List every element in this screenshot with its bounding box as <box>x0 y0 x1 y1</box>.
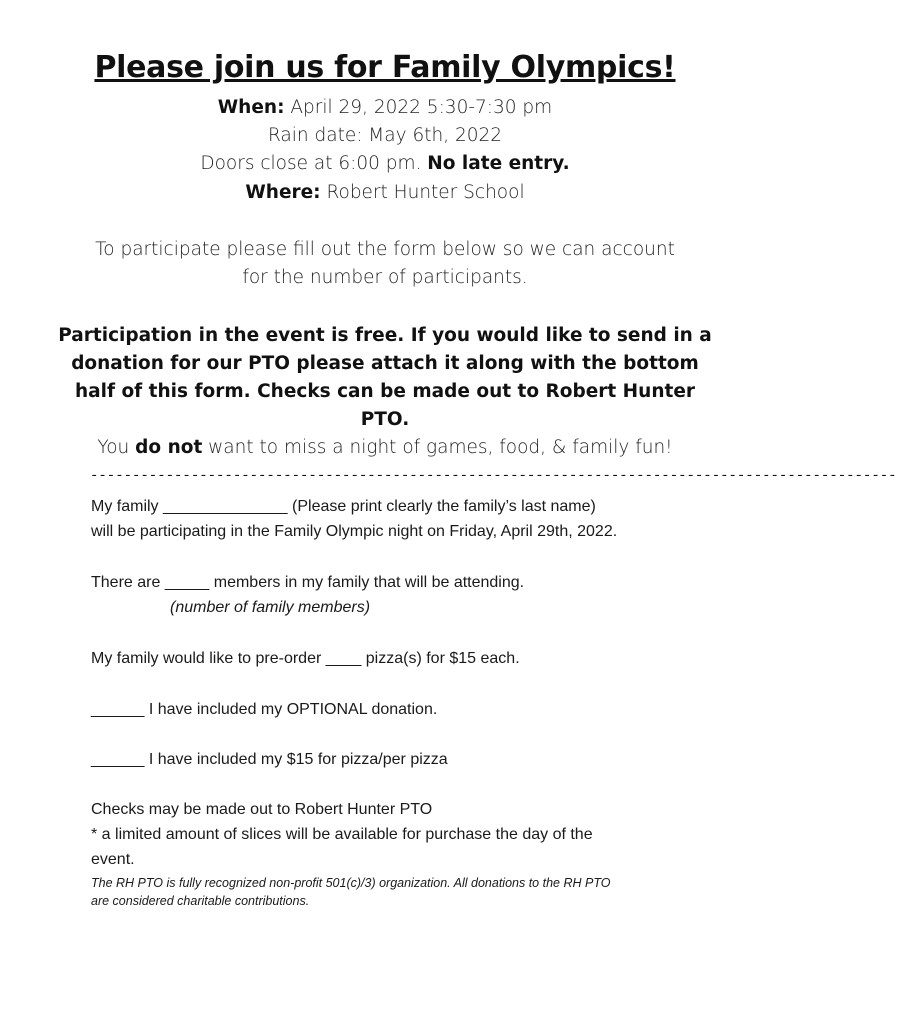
checks-line: Checks may be made out to Robert Hunter PTO <box>91 801 433 818</box>
footnote-line-2: are considered charitable contributions. <box>91 894 310 908</box>
intro-line-2: for the number of participants. <box>242 267 528 288</box>
slices-line-1: * a limited amount of slices will be available for purchase the day of the <box>91 826 593 843</box>
footnote-line-1: The RH PTO is fully recognized non-profit 501(c)/3) organization. All donations to the RH PTO <box>91 876 611 890</box>
slices-line-2: event. <box>91 851 135 868</box>
doors-line <box>0 153 770 174</box>
donation-note-line-2: donation for our PTO please attach it along with the bottom <box>71 353 699 374</box>
where-label: Where: <box>245 182 321 203</box>
closing-bold: do not <box>135 437 203 458</box>
doors-text: Doors close at 6:00 pm. <box>200 153 428 174</box>
members-hint: (number of family members) <box>170 599 371 616</box>
optional-donation-line: ______ I have included my OPTIONAL donation. <box>91 701 438 718</box>
when-value: April 29, 2022 5:30-7:30 pm <box>284 97 553 118</box>
when-label: When: <box>217 97 285 118</box>
closing-line <box>0 437 770 458</box>
where-line <box>0 182 770 203</box>
when-line <box>0 97 770 118</box>
participation-line: will be participating in the Family Olympic night on Friday, April 29th, 2022. <box>91 523 618 540</box>
no-late-entry: No late entry. <box>427 153 570 174</box>
family-name-line: My family ______________ (Please print clearly the family’s last name) <box>91 498 596 515</box>
cut-line-divider: ------------------------------------------------------------------------------------------------ <box>90 468 897 484</box>
donation-note-line-1: Participation in the event is free. If you would like to send in a <box>58 325 712 346</box>
rain-date: Rain date: May 6th, 2022 <box>267 125 503 146</box>
intro-line-1: To participate please fill out the form below so we can account <box>95 239 675 260</box>
where-value: Robert Hunter School <box>320 182 525 203</box>
members-line: There are _____ members in my family that will be attending. <box>91 574 525 591</box>
donation-note-line-4: PTO. <box>360 409 410 430</box>
closing-prefix: You <box>97 437 136 458</box>
donation-note-line-3: half of this form. Checks can be made out to Robert Hunter <box>74 381 696 402</box>
closing-suffix: want to miss a night of games, food, & family fun! <box>202 437 673 458</box>
pizza-payment-line: ______ I have included my $15 for pizza/per pizza <box>91 751 448 768</box>
pizza-order-line: My family would like to pre-order ____ pizza(s) for $15 each. <box>91 650 520 667</box>
page-title: Please join us for Family Olympics! <box>94 50 676 85</box>
